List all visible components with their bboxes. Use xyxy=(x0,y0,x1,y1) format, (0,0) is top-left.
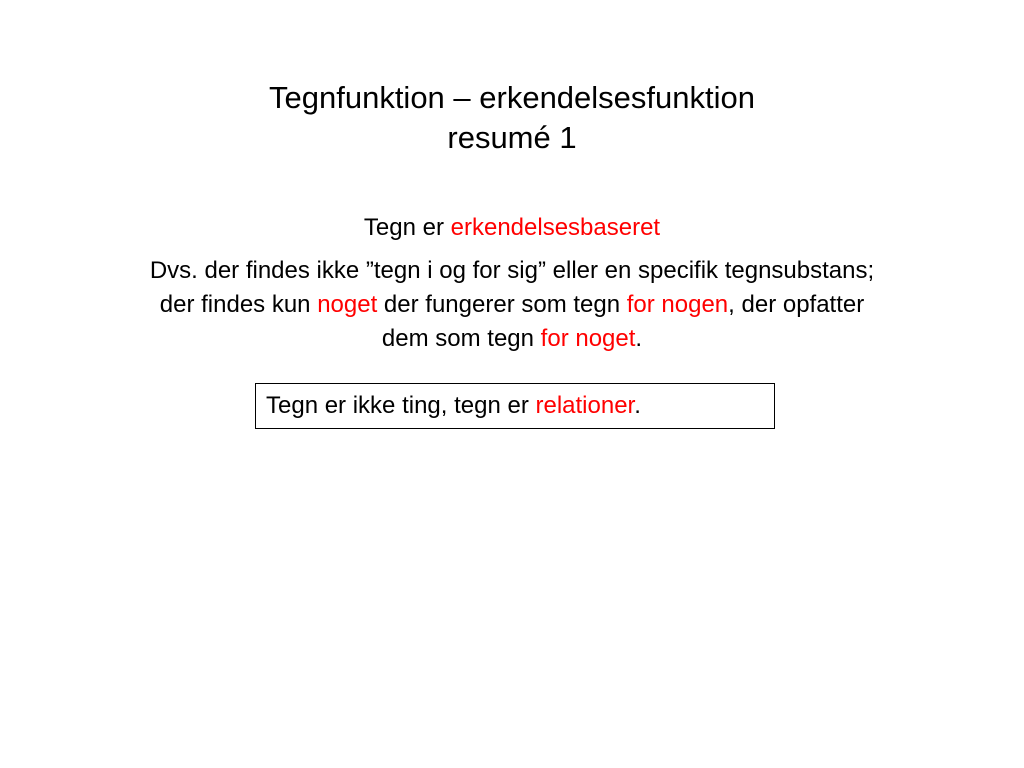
slide-title xyxy=(0,78,1024,158)
boxed-statement xyxy=(255,383,775,429)
box-prefix: Tegn er ikke ting, tegn er xyxy=(266,392,536,419)
title-line-1: Tegnfunktion – erkendelsesfunktion xyxy=(269,80,755,115)
body-highlight-noget: noget xyxy=(317,291,378,318)
subtitle-prefix: Tegn er xyxy=(363,214,451,241)
box-highlight: relationer xyxy=(535,392,635,419)
subtitle-highlight: erkendelsesbaseret xyxy=(450,214,661,241)
body-paragraph xyxy=(140,254,884,356)
subtitle xyxy=(0,212,1024,244)
body-segment-2: der fungerer som tegn xyxy=(377,291,627,318)
box-suffix: . xyxy=(634,392,641,419)
body-segment-1: Dvs. der findes ikke ”tegn i og for sig” eller en specifik tegnsubstans; der findes kun xyxy=(149,257,875,318)
body-highlight-for-nogen: for nogen xyxy=(626,291,729,318)
body-segment-3: , der opfatter dem som tegn xyxy=(381,291,865,352)
body-highlight-for-noget: for noget xyxy=(540,325,636,352)
title-line-2: resumé 1 xyxy=(447,120,577,155)
body-segment-4: . xyxy=(635,325,643,352)
